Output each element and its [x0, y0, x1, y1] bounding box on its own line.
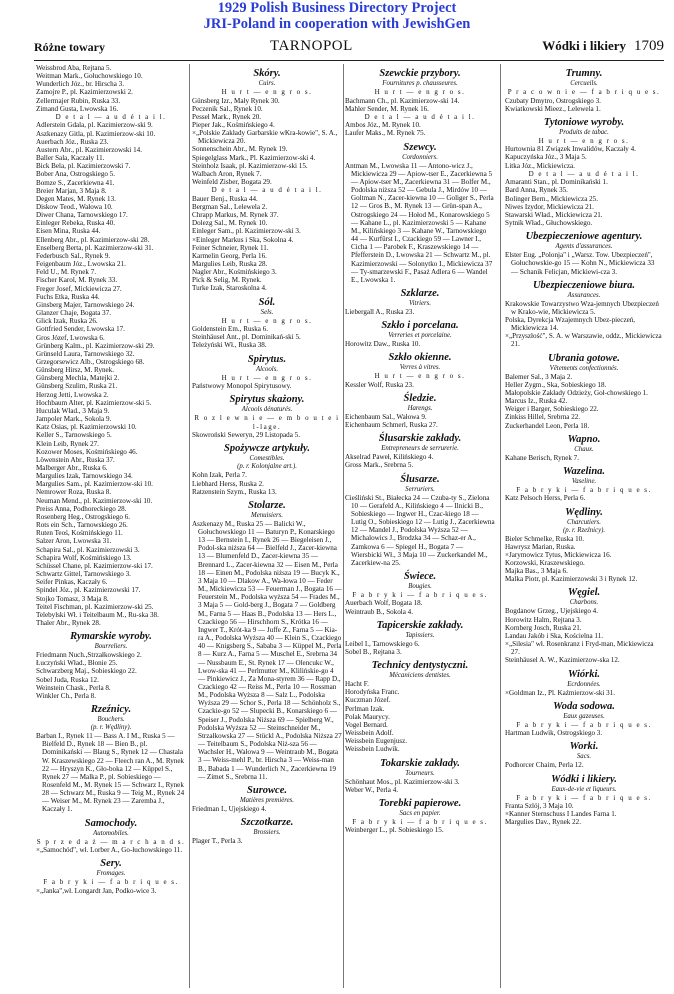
category-subtitle: Fromages.: [96, 870, 126, 878]
listing-entry: Bober Ana, Ostrogskiego 5.: [36, 170, 116, 179]
listing-entry: Eichenbaum Schmerl, Ruska 27.: [345, 421, 438, 430]
listing-entry: Hochbaum Alter, pl. Kazimierzow-ski 5.: [36, 398, 152, 407]
listing-entry: Cieśliński St., Białecka 24 — Czuba-ty S., Zielona 10 — Gerafeld A., Kilińskiego 4 — Ilnicki B., Sobieskiego — Ingwer H., Czac-kiego 18 — Lutig O., Sobieskiego 12 — Lutig J., Zacerkiewna 12 — Mandel J., Podolska Wyższa 52 — Michalowics J., Brodzka 34 — Schaz-er A., Zamkowa 6 — Spiegel H., Bogata 7 — Wiersbicki Wł., 3 Maja 10 — Zuckerkandel M., Zacerkiew-na 25.: [345, 493, 495, 567]
section-label: F a b r y k i — f a b r i q u e s.: [352, 590, 488, 599]
listing-entry: Pessel Mark., Rynek 20.: [192, 112, 262, 121]
section-label: H u r t — e n g r o s.: [538, 136, 630, 145]
listing-entry: Katz Osias, pl. Kazimierzowski 10.: [36, 423, 137, 432]
category-heading: Torebki papierowe.: [378, 797, 462, 809]
listing-entry: Eichenbaum Sal., Wałowa 9.: [345, 412, 427, 421]
listing-entry: Winkler Ch., Perla 8.: [36, 691, 96, 700]
listing-entry: Auerbach Wolf, Bogata 18.: [345, 599, 423, 608]
category-heading: Trumny.: [565, 68, 603, 79]
listing-entry: Auerbach Józ., Ruska 23.: [36, 137, 109, 146]
listing-entry: Hacht F.: [345, 680, 369, 689]
listing-entry: Vogel Bernard.: [345, 720, 388, 729]
category-subtitle: Eaux gazeuses.: [563, 712, 605, 720]
category-subtitle: Vêtements confectionnés.: [549, 364, 619, 372]
listing-entry: Ellenberg Abr., pl. Kazimierzow-ski 28.: [36, 235, 150, 244]
listing-entry: Steinhäusel A. W., Kazimierzow-ska 12.: [505, 656, 620, 665]
listing-entry: Glanzer Chaje, Bogata 37.: [36, 309, 112, 318]
listing-entry: Gross Mark., Srebrna 5.: [345, 461, 414, 470]
listing-entry: Leibel I., Tarnowskiego 6.: [345, 639, 420, 648]
category-heading: Szkło okienne.: [388, 352, 452, 364]
listing-entry: Balemer Sal., 3 Maja 2.: [505, 372, 573, 381]
category-subtitle: Tourneurs.: [405, 769, 435, 777]
column-divider: [189, 64, 190, 988]
section-label: H u r t — e n g r o s.: [374, 88, 466, 96]
listing-entry: Malberger Abr., Ruska 6.: [36, 464, 108, 472]
listing-entry: Günsberg Szulim, Ruska 21.: [36, 382, 118, 391]
listing-entry: Łuczyński Wład., Błonie 25.: [36, 659, 118, 668]
listing-entry: Fuchs Etka, Ruska 44.: [36, 292, 100, 301]
project-banner: [0, 0, 674, 34]
section-label: H u r t — e n g r o s.: [221, 88, 313, 96]
listing-entry: Franta Szlój, 3 Maja 10.: [505, 802, 574, 811]
listing-entry: Telebylski Wł. i Teitelbaum M., Ru-ska 38.: [36, 610, 159, 619]
listing-entry: Degen Mates, M. Rynek 13.: [36, 194, 116, 203]
listing-entry: Hartman Ludwik, Ostrogskiego 3.: [505, 729, 603, 738]
category-subtitle: Alcools dénaturés.: [241, 406, 293, 414]
category-heading: Ubezpieczeniowe biura.: [532, 279, 636, 291]
listing-entry: Schwartz Gittel, Tarnowskiego 3.: [36, 570, 131, 579]
listing-entry: Freger Josef, Mickiewicza 27.: [36, 284, 122, 293]
listing-entry: ×„Przyszłość", S. A. w Warszawie, oddz., Mickiewicza 21.: [505, 332, 662, 349]
listing-entry: Weissbein Adolf.: [345, 729, 394, 738]
category-heading: Tytoniowe wyroby.: [543, 116, 625, 128]
listing-entry: Pieper Jak., Kośmińskiego 4.: [192, 120, 275, 129]
section-label: P r a c o w n i e — f a b r i q u e s.: [507, 88, 661, 96]
listing-entry: Turke Izak, Staroskolna 4.: [192, 284, 267, 293]
listing-entry: Diwer Chana, Tarnowskiego 17.: [36, 211, 128, 220]
category-subtitle: Cuirs.: [258, 80, 276, 87]
category-heading: Tapicerskie zakłady.: [376, 619, 464, 631]
listing-entry: Zinkiss Hillel, Srebrna 22.: [505, 413, 581, 422]
category-heading: Ubrania gotowe.: [548, 352, 620, 364]
category-subtitle: Brossiers.: [253, 829, 281, 836]
listing-entry: Kapuczyńska Józ., 3 Maja 5.: [505, 153, 587, 162]
listing-entry: Salzer Aron, Lwowska 31.: [36, 537, 112, 546]
column-4: [505, 64, 663, 988]
listing-entry: Fischer Karol, M. Rynek 33.: [36, 276, 118, 285]
listing-entry: Steinholz Isaak, pl. Kazimierzow-ski 15.: [192, 161, 308, 170]
section-label: H u r t — e n g r o s.: [374, 372, 466, 381]
listing-entry: Pick & Selig, M. Rynek.: [192, 276, 262, 285]
listing-entry: Schönhaut Mos., pl. Kazimierzow-ski 3.: [345, 777, 460, 786]
category-subtitle: Verreries et porcelaine.: [388, 332, 452, 340]
category-heading: Sery.: [100, 858, 122, 870]
page-header: [34, 38, 664, 58]
listing-entry: Einleger Rebeka, Ruska 40.: [36, 219, 115, 228]
category-heading: Ślusarze.: [400, 473, 440, 485]
listing-entry: Skowroński Seweryn, 29 Listopada 5.: [192, 431, 300, 440]
listing-entry: Bard Anna, Rynek 35.: [505, 186, 568, 195]
listing-entry: Teleżyński Wł., Ruska 38.: [192, 341, 267, 350]
listing-entry: Laufer Maks., M. Rynek 75.: [345, 129, 426, 138]
listing-entry: Adlerstein Gdala, pl. Kazimierzow-ski 9.: [36, 121, 153, 130]
listing-entry: Ginsberg Majer, Tarnowskiego 24.: [36, 300, 135, 309]
banner-line-2: JRI-Poland in cooperation with JewishGen: [203, 16, 471, 32]
category-heading: Worki.: [569, 741, 599, 753]
listing-entry: Jampoler Mark., Sokola 9.: [36, 415, 112, 424]
listing-entry: Goldenstein Em., Ruska 6.: [192, 325, 269, 334]
listing-entry: Stojko Tomasz, 3 Maja 8.: [36, 594, 109, 603]
category-heading: Spirytus.: [247, 353, 287, 365]
listing-entry: Margulies Leib, Ruska 28.: [192, 259, 268, 268]
section-label: F a b r y k i — f a b r i q u e s.: [352, 817, 488, 826]
listing-entry: Antman M., Lwowska 11 — Antono-wicz J., Mickiewicza 29 — Apiow-tser E., Zacerkiewna 5 — Apiow-tser M., Zacerkiewna 31 — Bolfer M., Podolska niższa 52 — Gebula J., Mirdów 10 — Goltman N., Zacer-kiewna 10 — Goliger S., Perla 12 — Gros B., M. Rynek 13 — Grün-span A., Ostrogskiego 24 — Hołod M., Konarowskiego 5 — Kahane L., pl. Kazimierzowski 5 — Kahane M., Kilińskiego 3 — Kahane W., Tarnowskiego 44 — Kurfürst I., Czackiego 59 — Lawner I., Cicha 1 — Parobek F., Kraszewskiego 14 — Pfefferstein D., Lwowska 21 — Schwartz M., pl. Kazimierzowski — Solonytko I., Mickiewicza 37 — Ty-smarzewski F., Pasaż Adlera 6 — Wandel E., Lwowska 1.: [345, 161, 494, 284]
category-subtitle: Comestibles.: [249, 455, 285, 463]
listing-entry: Horowitz Halm, Rejtana 3.: [505, 615, 582, 624]
category-heading: Wódki i likiery.: [551, 773, 617, 785]
category-subtitle: Assurances.: [567, 291, 601, 299]
listing-entry: Feiner Schneier, Rynek 11.: [192, 243, 269, 252]
listing-entry: Rosenberg Heg., Ostrogskiego 6.: [36, 512, 131, 521]
section-label: R o z l e w n i e — e m b o u t e i l-lage.: [194, 414, 340, 431]
listing-entry: Ratzenstein Szym., Ruska 13.: [192, 487, 277, 496]
listing-entry: Stawarski Wład., Mickiewicza 21.: [505, 210, 603, 219]
listing-entry: Grünberg Kalm., pl. Kazimierzow-ski 29.: [36, 341, 155, 350]
listing-entry: Rots ein Sch., Tarnowskiego 26.: [36, 521, 128, 530]
listing-entry: Teitel Fischman, pl. Kazimierzow-ski 25.: [36, 602, 154, 611]
category-subtitle: Vaseline.: [571, 477, 597, 485]
listing-entry: Ruten Teoś, Kośmińskiego 11.: [36, 529, 123, 538]
listing-entry: Zellermajer Rubin, Ruska 33.: [36, 96, 121, 105]
listing-entry: Akselrad Paweł, Kilińskiego 4.: [345, 453, 434, 462]
listing-entry: Feigenbaum Józ., Lwowska 21.: [36, 260, 126, 269]
column-divider: [500, 64, 501, 988]
section-label: F a b r y k i — f a b r i q u e s.: [516, 720, 652, 729]
category-subtitle: Fournitures p. chausseures.: [382, 80, 458, 87]
listing-entry: Weissbein Eugenjusz.: [345, 737, 408, 746]
listing-entry: Karmelin Georg, Perla 16.: [192, 251, 267, 260]
column-1: [36, 64, 186, 988]
listing-entry: Eisen Mina, Ruska 44.: [36, 227, 101, 236]
listing-entry: Niwes Izydor, Mickiewicza 21.: [505, 202, 594, 211]
category-subtitle: Bourreliers.: [94, 643, 128, 651]
category-subtitle: Verres à vitres.: [399, 364, 441, 372]
listing-entry: Małopolskie Zakłady Odzieży, Goł-chowskiego 1.: [505, 388, 648, 397]
listing-entry: Weinfeld Zisber, Bogata 29.: [192, 178, 272, 187]
category-subtitle: Produits de tabac.: [559, 128, 609, 136]
category-subtitle: Charbons.: [569, 599, 599, 607]
listing-entry: Weinstein Chask., Perla 8.: [36, 683, 111, 692]
category-subtitle: Cordonniers.: [402, 153, 438, 161]
listing-entry: Liebhard Herss, Ruska 2.: [192, 479, 264, 488]
listing-entry: Aszkenazy Gitla, pl. Kazimierzow-ski 10.: [36, 129, 156, 138]
category-heading: Surowce.: [247, 784, 287, 796]
listing-entry: Margulies Dav., Rynek 22.: [505, 818, 581, 827]
listing-entry: Barban I., Rynek 11 — Bass A. I M., Ruska 5 — Bielfeld D., Rynek 18 — Bien B., pl. Dominikański — Blaug S., Rynek 12 — Chastala W. Kraszewskiego 22 — Fleech ran A., M. Rynek 22 — Hryszyn K., Gło-boka 12 — Küppel S., Rynek 27 — Malka P., pl. Sobieskiego — Rosenfeld M., M. Rynek 15 — Schwarz I., Rynek 28 — Schwarz M., Ruska 9 — Teig M., Rynek 24 — Weiser M., M. Rynek 23 — Zaremba J., Kaczały 1.: [36, 732, 185, 814]
listing-entry: Ambos Józ., M. Rynek 10.: [345, 121, 421, 130]
listing-entry: Dolezg Sal., M. Rynek 10.: [192, 219, 268, 228]
listing-entry: Günsberg Izr., Mały Rynek 30.: [192, 96, 280, 105]
listing-entry: Liebergall A., Ruska 23.: [345, 307, 415, 316]
listing-entry: Kuczman Józef.: [345, 696, 391, 705]
listing-entry: ×„Silesia" wł. Rosenkranz i Fryd-man, Mickiewicza 27.: [505, 640, 654, 657]
listing-entry: Katz Pelsoch Herss, Perla 6.: [505, 494, 586, 503]
category-heading: Ubezpieczeniowe agentury.: [525, 231, 643, 243]
section-label: D e t a l — a u d é t a i l.: [211, 186, 323, 195]
category-heading: Śledzie.: [403, 392, 437, 404]
listing-entry: Weber W., Perla 4.: [345, 785, 399, 794]
listing-entry: Nagler Abr., Kośmińskiego 3.: [192, 268, 277, 277]
listing-entry: Friedmann Nuch.,Strzałkowskiego 2.: [36, 651, 142, 660]
listing-entry: Bieler Schmelke, Ruska 10.: [505, 534, 585, 543]
listing-entry: Sonnenschein Abr., M. Rynek 19.: [192, 145, 288, 154]
listing-entry: Preiss Anna, Podhoreckiego 28.: [36, 504, 127, 513]
category-heading: Świece.: [403, 570, 437, 582]
listing-entry: Bolinger Bern., Mickiewicza 25.: [505, 194, 598, 203]
listing-entry: Weitman Mark., Gołuchowskiego 10.: [36, 72, 143, 81]
listing-entry: Litka Józ., Mickiewicza.: [505, 161, 575, 170]
listing-entry: Seifer Pinkas, Kaczały 6.: [36, 578, 108, 587]
listing-entry: Sobel Juda, Ruska 12.: [36, 675, 99, 684]
listing-entry: Aszkenazy M., Ruska 25 — Balicki W., Gołuchowskiego 11 — Baturyn P., Konarskiego 13 — Bernstein I., Rynek 26 — Biegeleisen J., Podol-ska niższa 64 — Bielfeld J., Zacer-kiewna 13 — Blumenfeld D., Zacer-kiewna 35 — Brennard L., Zacer-kiewna 32 — Eisen M., Perla 18 — Einen M., Podolska niższa 19 — Bucyk K., 3 Maja 10 — Dlakow A., Wa-łowa 10 — Feder M., Mickiewicza 53 — Feuerman J., Bogata 16 — Feuerstein M., Podolska wyższa 54 — Frades M., 3 Maja 5 — Gold-berg J., Bogata 7 — Goldberg M., Farna 5 — Haas B., Podolska 13 — Hers L., Czackiego 56 — Hirschhorn S., Krótka 16 — Ingwer T., Krót-ka 9 — Juffe Z., Farna 5 — Kia-ra A., Podolska Wyższa 40 — Klein S., Czackiego 40 — Knigsberg S., Sababa 3 — Küppel M., Perla 8 — Kurz A., Farna 5 — Muschel E., Srebrna 34 — Nussbaum E., St. Rynek 17 — Olencukc W., Lwow-ska 41 — Perlmutter M., Klilińskie-go 4 — Pinkiewicz J., Za Mona-styrem 36 — Rapp D., Czackiego 42 — Reiss M., Perla 10 — Rossman M., Podolska Wyższa 8 — Salz L., Podolska Wyższa 29 — Schor S., Perla 18 — Schönholz S., Czackie-go 52 — Slupecki B., Konarskiego 6 — Speiser J., Podolska Niższa 69 — Spielberg W., Podolska Wyższa 52 — Steinschneider M., Strzałkowska 27 — Stückl A., Podolska Niższa 27 — Teitelbaum S., Podolska Niż-sza 56 — Wachsler H., Wałowa 9 — Weintraub M., Bogata 3 — Weiss-mehl P., br. Hirscha 3 — Weiss-man B., Babada 1 — Wunderlich N., Zacerkiewna 19 — Zimet S., Srebrna 11.: [192, 519, 342, 781]
column-2: [192, 64, 342, 988]
listing-entry: Gros Józef, Lwowska 6.: [36, 333, 105, 342]
listing-entry: Bachmann Ch., pl. Kazimierzow-ski 14.: [345, 96, 460, 105]
listing-entry: Friedman I., Ujejskiego 4.: [192, 804, 267, 813]
listing-entry: Landau Jakób i Ska, Kościelna 11.: [505, 631, 604, 640]
category-subtitle: Harengs.: [407, 404, 433, 412]
listing-entry: Walbach Aron, Rynek 7.: [192, 169, 262, 178]
listing-entry: Sobel B., Rejtana 3.: [345, 647, 402, 656]
listing-entry: Sytnik Wład., Głuchowskiego.: [505, 219, 593, 228]
listing-entry: ×Kanner Sternschuss I Landes Farna 1.: [505, 810, 617, 819]
listing-entry: Margulies Izak, Tarnowskiego 34.: [36, 472, 133, 481]
listing-entry: Korzowski, Kraszewskiego.: [505, 559, 585, 567]
category-heading: Woda sodowa.: [553, 700, 615, 712]
listing-entry: Nemrower Roza, Ruska 8.: [36, 488, 112, 497]
category-subtitle: Entrepreneurs de serrurerie.: [381, 445, 459, 453]
category-heading: Sól.: [258, 296, 276, 308]
listing-entry: Elster Eug. „Polonja" i „Warsz. Tow. Ubezpieczeń", Gołuchowskie-go 15 — Kohn N., Mickiewicza 33 — Schanik Felicjan, Mickiewi-cza 3.: [505, 251, 655, 276]
section-label: F a b r y k i — f a b r i q u e s.: [43, 878, 179, 887]
section-label: D e t a l — a u d é t a i l.: [55, 112, 167, 121]
listing-entry: Hawrysz Marian, Ruska.: [505, 542, 576, 551]
listing-entry: Majka Bas., 3 Maja 6.: [505, 567, 568, 576]
section-title-left: Różne towary: [34, 40, 105, 54]
category-heading: Szklarze.: [400, 287, 440, 299]
page-number: 1709: [634, 38, 664, 54]
listing-entry: Einleger Sam., pl. Kazimierzow-ski 3.: [192, 227, 301, 236]
listing-entry: Wunderlich Józ., br. Hirscha 3.: [36, 80, 124, 89]
listing-entry: Weiger i Barger, Sobieskiego 22.: [505, 405, 599, 414]
listing-entry: Bick Bela, pl. Kazimierzowski 7.: [36, 162, 131, 171]
category-subtitle: Chaux.: [574, 445, 594, 453]
listing-entry: Diskow Teod., Wałowa 10.: [36, 203, 113, 211]
category-subtitle: Serruriers.: [405, 485, 435, 493]
category-subtitle: Bouchers.: [97, 716, 125, 724]
category-heading: Wazelina.: [562, 465, 606, 477]
listing-entry: Feld U., M. Rynek 7.: [36, 268, 97, 277]
listing-entry: Baller Sala, Kaczały 11.: [36, 154, 105, 163]
listing-entry: Grünseld Laura, Tarnowskiego 32.: [36, 349, 135, 358]
listing-entry: Czubaty Dmytro, Ostrogskiego 3.: [505, 96, 601, 105]
listing-entry: Państwowy Monopol Spirytusowy.: [192, 382, 292, 391]
category-subtitle: Sacs.: [576, 753, 592, 761]
section-label: F a b r y k i — f a b r i q u e s.: [516, 793, 652, 802]
listing-entry: ×Goldman Iz., Pl. Kaźmierzow-ski 31.: [505, 688, 615, 697]
category-subtitle: Mécaniciens dentistes.: [389, 672, 451, 680]
listing-entry: Breier Marjan, 3 Maja 8.: [36, 186, 107, 195]
listing-entry: Kornberg Josch, Ruska 21.: [505, 623, 582, 632]
listing-entry: Weissbrod Aba, Rejtana 5.: [36, 64, 112, 72]
listing-entry: Amaranti Stan., pl. Dominikański 1.: [505, 178, 608, 187]
listing-entry: Bergman Sal., Lelewela 2.: [192, 202, 268, 211]
listing-entry: Keller S., Tarnowskiego 5.: [36, 431, 112, 440]
category-heading: Szczotkarze.: [240, 817, 294, 828]
section-label: S p r z e d a ż — m a r c h a n d s.: [36, 837, 186, 846]
listing-entry: Polska, Dyrekcja Wzajemnych Ubez-pieczeń, Mickiewicza 14.: [505, 316, 636, 333]
listing-entry: Hurtownia 81 Związek Inwalidów, Kaczały 4.: [505, 145, 636, 154]
category-heading: Szkło i porcelana.: [381, 320, 459, 332]
listing-entry: Klein Leib, Rynek 27.: [36, 439, 99, 448]
listing-entry: Margulies Sam., pl. Kazimierzow-ski 10.: [36, 480, 153, 489]
listing-entry: Spiegelglass Mark., Pl. Kazimierzow-ski 4.: [192, 153, 316, 162]
listing-entry: Herzog Jetti, Lwowska 2.: [36, 390, 109, 399]
listing-entry: Heller Zygm., Ska, Sobieskiego 18.: [505, 380, 607, 389]
listing-entry: Günsberg Mechla, Matejki 2.: [36, 374, 120, 383]
category-subtitle: Ecrdonnées.: [567, 680, 601, 688]
listing-entry: Steinhäusel Ant., pl. Dominikań-ski 5.: [192, 333, 301, 342]
listing-entry: Neuman Mend., pl. Kazimierzow-ski 10.: [36, 496, 153, 505]
section-label: F a b r y k i — f a b r i q u e s.: [516, 485, 652, 494]
listing-entry: Weissbein Ludwik.: [345, 745, 400, 754]
listing-entry: Löwenstein Abr., Ruska 37.: [36, 455, 115, 464]
listing-entry: Krakowskie Towarzystwo Wza-jemnych Ubezpieczeń w Krako-wie, Mickiewicza 5.: [505, 299, 659, 316]
category-subtitle: Automobiles.: [93, 829, 129, 837]
listing-entry: Grzegorsewicz Alb., Ostrogskiego 68.: [36, 357, 145, 366]
listing-entry: Malka Piotr, pl. Kazimierzowski 3 i Rynek 12.: [505, 575, 638, 584]
category-subtitle: Charcutiers.: [567, 518, 601, 526]
listing-entry: Chrapp Markus, M. Rynek 37.: [192, 211, 279, 220]
listing-entry: Weintraub B., Sokola 4.: [345, 607, 413, 616]
category-subtitle: (p. r. Rzeźnicy).: [562, 526, 606, 534]
category-subtitle: Bougies.: [408, 582, 432, 590]
category-heading: Spożywcze artykuły.: [224, 443, 310, 455]
listing-entry: Zamojre P., pl. Kazimierzowski 2.: [36, 88, 133, 97]
category-subtitle: Tapissiers.: [405, 631, 435, 639]
category-heading: Samochody.: [84, 817, 138, 829]
category-subtitle: Agents d'assurances.: [555, 243, 613, 251]
listing-entry: Enselberg Berta, pl. Kazimierzow-ski 31.: [36, 243, 154, 252]
category-heading: Ślusarskie zakłady.: [378, 433, 462, 445]
listing-entry: Zuckerhandel Leon, Perla 18.: [505, 421, 590, 430]
listing-entry: Podhorcer Chaim, Perla 12.: [505, 761, 584, 770]
listing-entry: Horowitz Daw., Ruska 10.: [345, 340, 421, 349]
category-subtitle: Eaux-de-vie et liqueurs.: [551, 785, 617, 793]
listing-entry: Zimand Gusta, Lwowska 16.: [36, 104, 119, 113]
listing-entry: Mahler Sender, M. Rynek 16.: [345, 104, 429, 113]
category-heading: Wędliny.: [565, 506, 603, 518]
category-subtitle: Cercueils.: [570, 80, 598, 87]
category-heading: Stolarze.: [248, 499, 286, 511]
category-subtitle: Sels.: [260, 308, 274, 316]
listing-entry: Weinberger L., pl. Sobieskiego 15.: [345, 826, 444, 835]
listing-entry: Marcus Iz., Ruska 42.: [505, 397, 568, 406]
section-label: D e t a l — a u d é t a i l.: [528, 169, 640, 178]
listing-entry: Spindel Józ., pl. Kazimierzowski 17.: [36, 586, 141, 595]
listing-entry: Bomze S., Zacerkiewna 41.: [36, 178, 115, 187]
listing-entry: Glick Izak, Ruska 26.: [36, 317, 98, 326]
listing-entry: Federbusch Sal., Rynek 9.: [36, 251, 111, 260]
category-heading: Wapno.: [567, 433, 601, 445]
header-rule: [34, 60, 664, 61]
listing-entry: Polak Maurycy.: [345, 712, 390, 721]
city-title: TARNOPOL: [270, 38, 353, 54]
listing-entry: Gottfried Sender, Lwowska 17.: [36, 325, 125, 334]
listing-entry: ×Jarymowicz Tytus, Mickiewicza 16.: [505, 550, 612, 559]
listing-entry: Günsberg Hirsz, M. Rynek.: [36, 366, 115, 375]
category-subtitle: Menuisiers.: [251, 511, 283, 519]
category-heading: Szewckie przybory.: [379, 68, 461, 79]
listing-entry: Perlman Izak.: [345, 704, 385, 713]
listing-entry: Plager T., Perla 3.: [192, 837, 243, 845]
listing-entry: Thaler Abr., Rynek 28.: [36, 618, 101, 627]
category-heading: Technicy dentystyczni.: [371, 660, 469, 672]
listing-entry: Kessler Wolf, Ruska 23.: [345, 380, 414, 389]
listing-entry: ×„Polskie Zakłady Garbarskie wKra-kowie", S. A., Mickiewicza 20.: [192, 129, 338, 146]
listing-entry: Schapira Wolf, Kośmińskiego 13.: [36, 553, 132, 562]
listing-entry: Schwarzberg Maj., Sobieskiego 22.: [36, 667, 137, 676]
listing-entry: Austern Abr., pl. Kazimierzowski 14.: [36, 145, 142, 154]
banner-line-1: 1929 Polish Business Directory Project: [217, 0, 457, 16]
section-title-right: [542, 38, 664, 55]
category-heading: Tokarskie zakłady.: [380, 757, 460, 769]
section-label: H u r t — e n g r o s.: [221, 316, 313, 325]
category-subtitle: Sacs en papier.: [399, 809, 441, 817]
category-subtitle: Vitriers.: [409, 299, 431, 307]
listing-entry: Bogdanow Grzeg., Ujejskiego 4.: [505, 607, 598, 616]
category-heading: Rymarskie wyroby.: [70, 631, 152, 643]
category-subtitle: Matières premières.: [240, 796, 294, 804]
listing-entry: Kohn Izak, Perla 7.: [192, 471, 247, 480]
section-label: D e t a l — a u d é t a i l.: [364, 112, 476, 121]
listing-entry: Horodyńska Franc.: [345, 688, 400, 697]
column-divider: [343, 64, 344, 988]
listing-entry: Huculak Wład., 3 Maja 9.: [36, 406, 110, 415]
section-label: H u r t — e n g r o s.: [221, 373, 313, 382]
category-heading: Wiórki.: [568, 668, 600, 680]
listing-entry: Peczenik Sal., Rynek 10.: [192, 104, 263, 113]
category-heading: Skóry.: [253, 68, 281, 79]
listing-entry: Bauer Benj., Ruska 44.: [192, 194, 258, 203]
listing-entry: ×„Janka",wł. Longardt Jan, Podko-wice 3.: [36, 886, 157, 895]
category-subtitle: (p. r. Kolonjalne art.).: [237, 463, 297, 471]
column-3: [345, 64, 495, 988]
category-heading: Szewcy.: [403, 141, 437, 153]
listing-entry: ×Einleger Markus i Ska, Sokolna 4.: [192, 235, 294, 244]
category-heading: Spirytus skażony.: [229, 394, 305, 406]
category-subtitle: (p. r. Wędliny).: [90, 724, 132, 732]
listing-entry: Schüssel Chane, pl. Kazimierzow-ski 17.: [36, 561, 153, 570]
category-subtitle: Alcools.: [255, 365, 279, 373]
category-heading: Węgiel.: [567, 587, 601, 599]
category-heading: Rzeźnicy.: [90, 704, 132, 716]
listing-entry: Kozower Moses, Kośmińskiego 46.: [36, 447, 138, 456]
listing-entry: Kwiatkowski Mieez., Lelewela 1.: [505, 104, 601, 113]
section-title-right-text: Wódki i likiery: [542, 38, 626, 53]
listing-entry: Kahane Berisch, Rynek 7.: [505, 453, 579, 462]
listing-entry: Schapira Sal., pl. Kazimierzowski 3.: [36, 545, 140, 554]
listing-entry: ×„Samochód", wł. Lorber A., Go-łuchowskiego 11.: [36, 846, 183, 855]
